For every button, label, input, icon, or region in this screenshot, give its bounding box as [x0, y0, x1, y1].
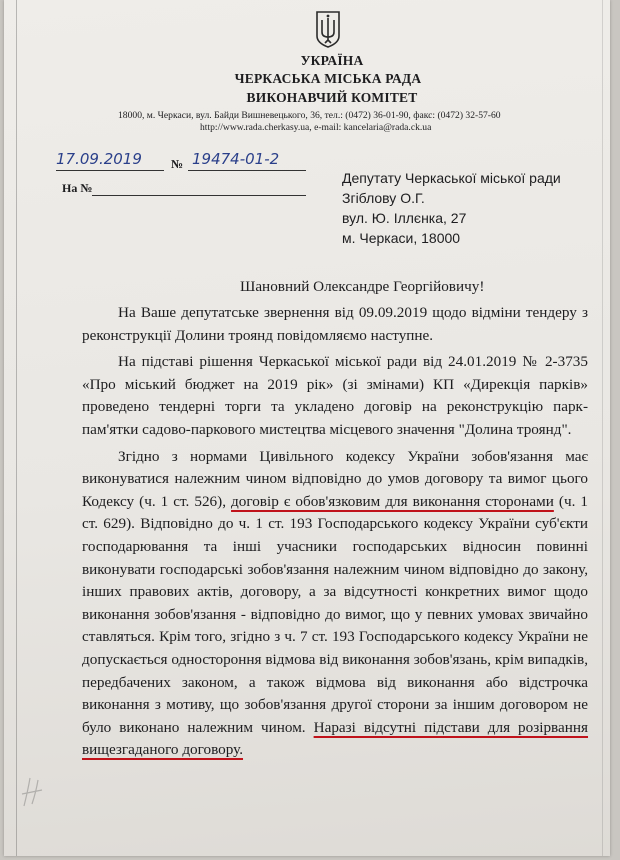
reply-to-label: На №: [62, 181, 93, 195]
paragraph-3: [82, 446, 588, 762]
greeting: Шановний Олександре Георгійовичу!: [240, 278, 485, 295]
trident-emblem-icon: [315, 10, 341, 48]
header-country: УКРАЇНА: [300, 53, 364, 68]
paragraph-2: На підставі рішення Черкаської міської ради від 24.01.2019 № 2-3735 «Про міський бюджет на 2019 рік» (зі змінами) КП «Дирекція парків» проведено тендерні торги та укладено договір на реконструкцію парк-пам'ятки садово-паркового мистецтва місцевого значення "Долина троянд".: [82, 353, 588, 438]
header-committee: ВИКОНАВЧИЙ КОМІТЕТ: [246, 90, 418, 105]
handwritten-reg-number: 19474-01-2: [192, 150, 280, 168]
margin-pencil-mark: [18, 770, 48, 810]
date-underline: [56, 170, 164, 171]
page-edge: [602, 0, 603, 856]
addressee-line-3: вул. Ю. Іллєнка, 27: [342, 210, 467, 226]
addressee-block: [342, 168, 561, 248]
addressee-line-1: Депутату Черкаської міської ради: [342, 170, 561, 186]
number-sign: №: [171, 157, 184, 171]
addressee-line-2: Згіблову О.Г.: [342, 190, 425, 206]
reply-to-underline: [92, 195, 306, 196]
header-council: ЧЕРКАСЬКА МІСЬКА РАДА: [234, 71, 422, 86]
handwritten-date: 17.09.2019: [56, 150, 142, 168]
paragraph-3-text-b: (ч. 1 ст. 629). Відповідно до ч. 1 ст. 193 Господарського кодексу України суб'єкти господарювання та інші учасники господарських відносин повинні виконувати господарські зобов'язання належним чином відповідно до закону, інших правових актів, договору, а за відсутності конкретних вимог щодо виконання зобов'язання - відповідно до вимог, що у певних умовах звичайно ставляться. Крім того, згідно з ч. 7 ст. 193 Господарського кодексу України не допускається одностороння відмова від виконання зобов'язань, крім випадків, передбачених законом, а також відмова від виконання або відстрочка виконання з мотиву, що зобов'язання другої сторони за іншим договором не було виконано належним чином.: [82, 492, 589, 736]
paragraph-1: На Ваше депутатське звернення від 09.09.2019 щодо відміни тендеру з реконструкції Долини троянд повідомляємо наступне.: [82, 304, 588, 344]
highlighted-contract-obligation: договір є обов'язковим для виконання сторонами: [231, 492, 554, 510]
header-address: 18000, м. Черкаси, вул. Байди Вишневецького, 36, тел.: (0472) 36-01-90, факс: (0472) 32-57-60: [118, 110, 501, 121]
number-underline: [188, 170, 306, 171]
letter-body: [82, 302, 588, 766]
paragraph-3-text-a: Згідно з нормами Цивільного кодексу України зобов'язання має виконуватися належним чином відповідно до умов договору та вимог цього Кодексу (ч. 1 ст. 526),: [82, 447, 588, 510]
highlighted-conclusion: Наразі відсутні підстави для розірвання вищезгаданого договору.: [82, 718, 589, 759]
addressee-line-4: м. Черкаси, 18000: [342, 230, 461, 246]
header-contacts: http://www.rada.cherkasy.ua, e-mail: kancelaria@rada.ck.ua: [200, 122, 432, 133]
binding-edge: [16, 0, 17, 856]
